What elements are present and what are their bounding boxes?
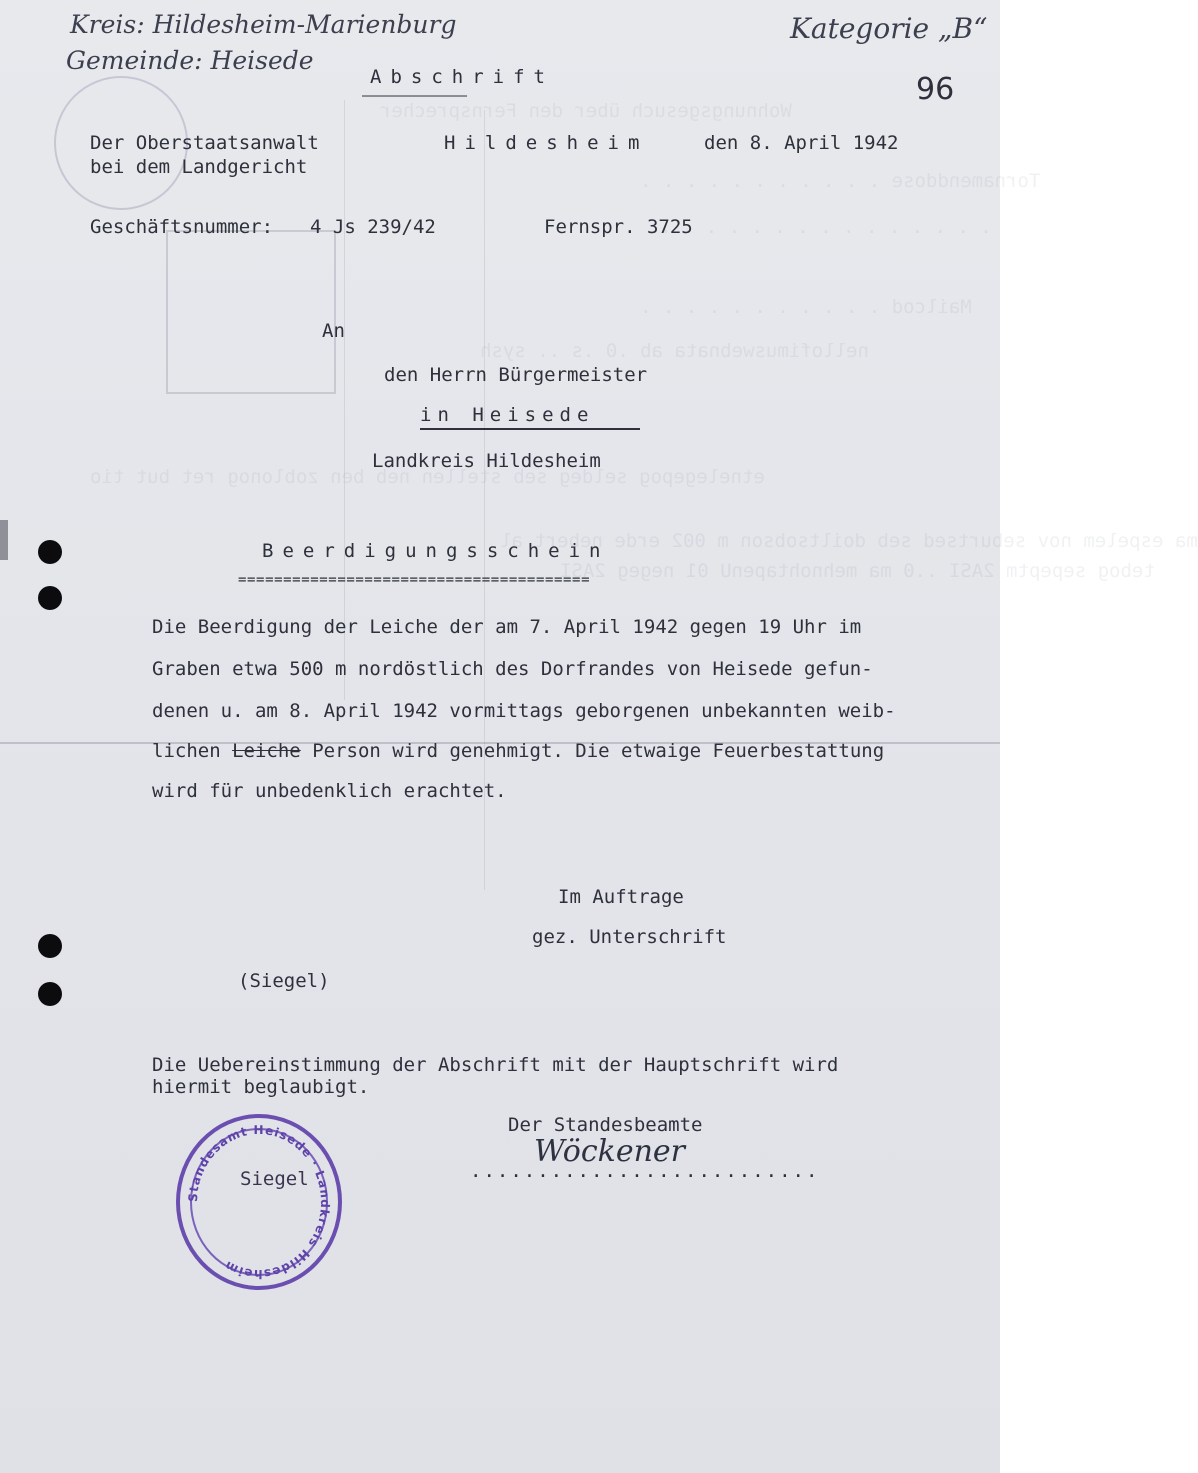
recipient-line-3: Landkreis Hildesheim bbox=[372, 450, 601, 472]
punch-hole bbox=[38, 982, 62, 1006]
sender-line-2: bei dem Landgericht bbox=[90, 156, 308, 178]
stamp-ring-textpath: Standesamt Heisede · Landkreis Hildesheim bbox=[185, 1122, 333, 1282]
stamp-ring-text bbox=[180, 1118, 338, 1286]
recipient-line-1: den Herrn Bürgermeister bbox=[384, 364, 648, 386]
bleed-through-text: etnelegepog seldeg seb stellen neb ben zoblonog ret but tio bbox=[90, 466, 765, 488]
punch-hole bbox=[38, 934, 62, 958]
signature-dots: .......................... bbox=[470, 1160, 820, 1182]
handwritten-category: Kategorie „B“ bbox=[790, 12, 988, 45]
date: den 8. April 1942 bbox=[704, 132, 899, 154]
bleed-through-text: . . . . . . . . . . . . . . . bbox=[660, 216, 992, 238]
punch-hole bbox=[38, 540, 62, 564]
handwritten-gemeinde: Gemeinde: Heisede bbox=[66, 46, 314, 75]
recipient-line-2: in Heisede bbox=[420, 404, 640, 430]
certification-line-2: hiermit beglaubigt. bbox=[152, 1076, 370, 1098]
body-line-1: Die Beerdigung der Leiche der am 7. April 1942 gegen 19 Uhr im bbox=[152, 616, 862, 638]
svg-text:Standesamt Heisede · Landkreis bbox=[186, 1123, 332, 1281]
handwritten-kreis: Kreis: Hildesheim-Marienburg bbox=[70, 10, 457, 39]
body-line-4-rest: Person wird genehmigt. Die etwaige Feuerbestattung bbox=[312, 740, 885, 762]
body-line-4 bbox=[152, 740, 884, 762]
bleed-through-text: Mailcod . . . . . . . . . . . bbox=[640, 296, 972, 318]
reference-label: Geschäftsnummer: bbox=[90, 216, 274, 238]
faint-box-impression bbox=[166, 230, 336, 394]
handwritten-signature: Wöckener bbox=[534, 1134, 686, 1169]
body-line-2: Graben etwa 500 m nordöstlich des Dorfrandes von Heisede gefun- bbox=[152, 658, 873, 680]
edge-mark bbox=[0, 520, 8, 560]
punch-hole bbox=[38, 586, 62, 610]
copy-title: Abschrift bbox=[370, 66, 554, 88]
phone-number: Fernspr. 3725 bbox=[544, 216, 693, 238]
bleed-through-text: ma espelem nov seburtsed seb doiltsobson m 002 erde nebert al bbox=[500, 530, 1198, 552]
signature-line-1: Im Auftrage bbox=[558, 886, 684, 908]
paper-crease bbox=[484, 110, 485, 890]
official-title: Der Standesbeamte bbox=[508, 1114, 703, 1136]
document-title: Beerdigungsschein bbox=[262, 540, 610, 562]
official-stamp bbox=[176, 1114, 342, 1290]
bleed-through-text: nellofimuswebnata ab .0 .s .. sysh bbox=[480, 340, 869, 362]
body-line-3: denen u. am 8. April 1942 vormittags geborgenen unbekannten weib- bbox=[152, 700, 896, 722]
seal-placeholder: (Siegel) bbox=[238, 970, 330, 992]
struck-word: Leiche bbox=[232, 740, 301, 762]
reference-number: 4 Js 239/42 bbox=[310, 216, 436, 238]
bleed-through-text: Tornamenddose . . . . . . . . . . . bbox=[640, 170, 1041, 192]
page-number: 96 bbox=[916, 72, 955, 107]
document-title-rule: ======================================= bbox=[238, 572, 591, 588]
bleed-through-text: Wohnungsgesuch über den Fernsprecher bbox=[380, 100, 792, 122]
copy-title-underline: —————————————— bbox=[362, 88, 467, 104]
bleed-through-text: tebog sepeptm 2ASI ..0 ma mehnohtapenU 01 negeg 2ASI bbox=[560, 560, 1155, 582]
paper-crease bbox=[344, 100, 345, 700]
place: Hildesheim bbox=[444, 132, 649, 154]
body-line-4-prefix: lichen bbox=[152, 740, 221, 762]
body-line-5: wird für unbedenklich erachtet. bbox=[152, 780, 507, 802]
sender-line-1: Der Oberstaatsanwalt bbox=[90, 132, 319, 154]
stamp-word: Siegel bbox=[240, 1168, 309, 1190]
signature-line-2: gez. Unterschrift bbox=[532, 926, 727, 948]
certification-line-1: Die Uebereinstimmung der Abschrift mit der Hauptschrift wird bbox=[152, 1054, 839, 1076]
recipient-to: An bbox=[322, 320, 345, 342]
